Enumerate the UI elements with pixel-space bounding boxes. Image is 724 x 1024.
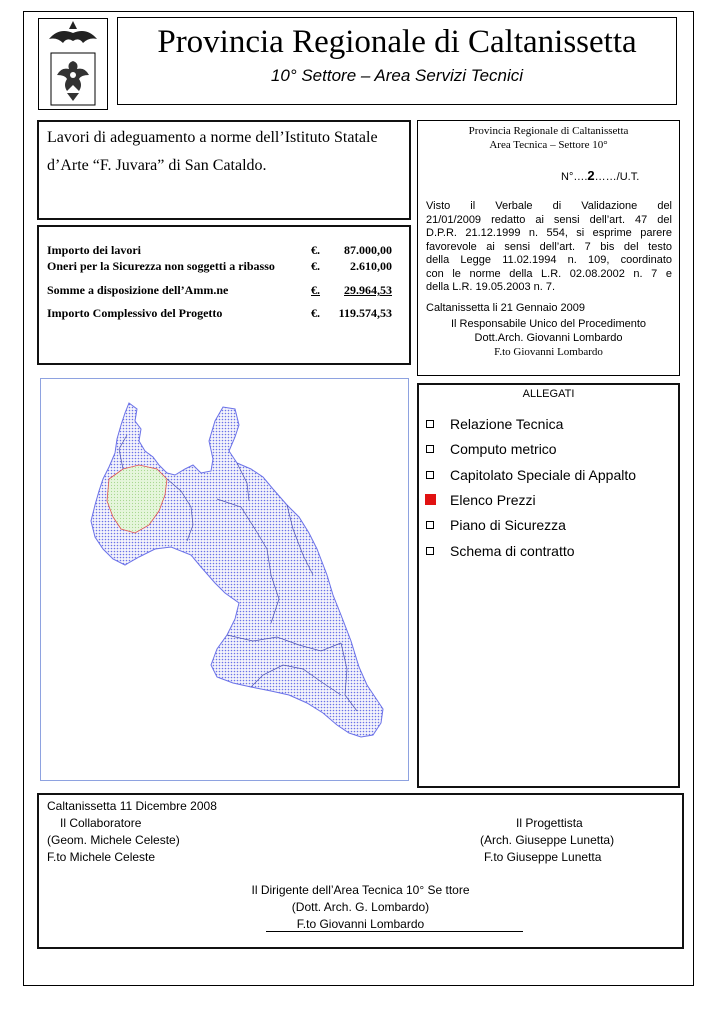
attachment-item xyxy=(426,441,557,457)
attachment-label: Elenco Prezzi xyxy=(450,491,536,508)
director-signature: F.to Giovanni Lombardo xyxy=(296,917,425,931)
cost-currency: €. xyxy=(311,283,320,297)
validation-line: D.P.R. 21.12.1999 n. 554, si esprime parere xyxy=(426,227,672,239)
cost-currency: €. xyxy=(311,259,320,273)
approval-name: Dott.Arch. Giovanni Lombardo xyxy=(474,332,623,344)
province-crest xyxy=(38,18,108,110)
validation-line: favorevole ai sensi dell’art. 7 bis del testo xyxy=(426,240,672,253)
cost-label: Somme a disposizione dell’Amm.ne xyxy=(47,283,229,297)
attachment-label: Computo metrico xyxy=(450,441,557,458)
attachment-label: Capitolato Speciale di Appalto xyxy=(450,466,637,483)
approval-dept: Area Tecnica – Settore 10° xyxy=(489,139,608,151)
checked-box-icon xyxy=(425,494,436,505)
cost-label: Importo Complessivo del Progetto xyxy=(47,306,223,320)
validation-line: 21/01/2009 redatto ai sensi dell’art. 47 del xyxy=(426,213,672,226)
province-shape xyxy=(91,403,383,737)
attachment-label: Schema di contratto xyxy=(450,542,575,559)
protocol-suffix: ……/U.T. xyxy=(594,171,640,183)
approval-role: Il Responsabile Unico del Procedimento xyxy=(450,318,647,330)
cost-amount: 29.964,53 xyxy=(344,283,392,297)
designer-role: Il Progettista xyxy=(516,816,583,830)
director-name: (Dott. Arch. G. Lombardo) xyxy=(291,900,430,914)
page-subtitle: 10° Settore – Area Servizi Tecnici xyxy=(270,66,524,85)
attachment-item xyxy=(426,543,575,559)
attachment-item xyxy=(426,416,563,432)
cost-amount: 87.000,00 xyxy=(344,243,392,257)
protocol-number xyxy=(561,168,639,183)
checkbox-icon xyxy=(426,420,434,428)
attachments-heading: ALLEGATI xyxy=(522,388,575,400)
validation-line: con le norme della L.R. 02.08.2002 n. 7 e xyxy=(426,267,672,280)
collaborator-name: (Geom. Michele Celeste) xyxy=(47,833,180,847)
validation-line: Visto il Verbale di Validazione del xyxy=(426,200,672,212)
cost-currency: €. xyxy=(311,243,320,257)
approval-signature: F.to Giovanni Lombardo xyxy=(494,346,603,358)
designer-name: (Arch. Giuseppe Lunetta) xyxy=(480,833,615,847)
work-line-1: Lavori di adeguamento a norme dell’Istituto Statale xyxy=(47,129,378,146)
collaborator-signature: F.to Michele Celeste xyxy=(47,850,156,864)
validation-line: della L.R. 19.05.2003 n. 7. xyxy=(426,281,556,293)
approval-place-date: Caltanissetta li 21 Gennaio 2009 xyxy=(426,302,585,314)
attachment-item xyxy=(426,467,636,483)
footer-place-date: Caltanissetta 11 Dicembre 2008 xyxy=(47,799,217,813)
page-title: Provincia Regionale di Caltanissetta xyxy=(157,24,637,60)
collaborator-role: Il Collaboratore xyxy=(60,816,142,830)
designer-signature: F.to Giuseppe Lunetta xyxy=(484,850,602,864)
validation-line: della Legge 11.02.1994 n. 109, coordinato xyxy=(426,254,672,266)
approval-org: Provincia Regionale di Caltanissetta xyxy=(468,125,629,137)
attachment-item xyxy=(426,492,536,508)
attachment-label: Piano di Sicurezza xyxy=(450,517,566,534)
work-line-2: d’Arte “F. Juvara” di San Cataldo. xyxy=(47,157,267,174)
cost-amount: 119.574,53 xyxy=(338,306,392,320)
checkbox-icon xyxy=(426,547,434,555)
cost-label: Importo dei lavori xyxy=(47,243,141,257)
attachment-item xyxy=(426,517,566,533)
checkbox-icon xyxy=(426,445,434,453)
director-signature-line xyxy=(266,931,523,932)
work-description xyxy=(47,124,407,180)
protocol-prefix: N°…. xyxy=(561,171,588,183)
protocol-value: 2 xyxy=(587,168,595,183)
checkbox-icon xyxy=(426,521,434,529)
checkbox-icon xyxy=(426,471,434,479)
attachment-label: Relazione Tecnica xyxy=(450,416,564,432)
director-role: Il Dirigente dell’Area Tecnica 10° Se ttore xyxy=(251,883,470,897)
province-map xyxy=(40,378,409,781)
cost-amount: 2.610,00 xyxy=(350,259,392,273)
validation-text xyxy=(426,200,672,295)
cost-currency: €. xyxy=(311,306,320,320)
cost-label: Oneri per la Sicurezza non soggetti a ribasso xyxy=(47,259,275,273)
